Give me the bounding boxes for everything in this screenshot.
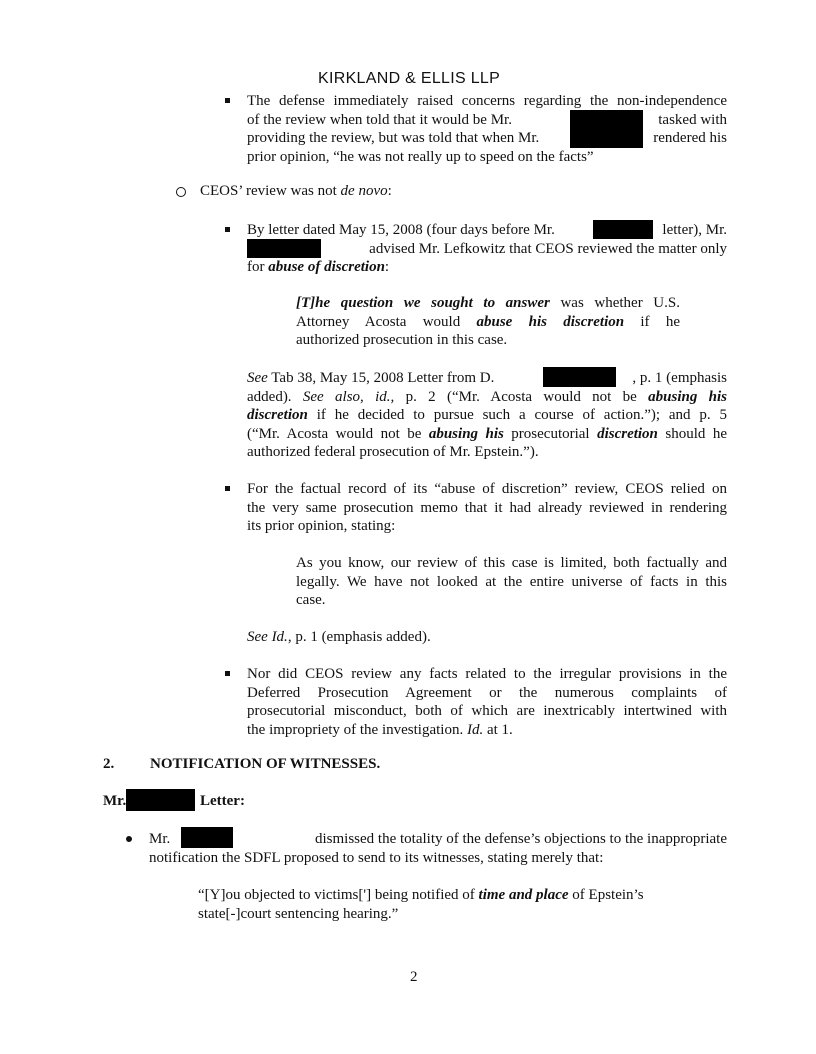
text-span: time and place (478, 887, 569, 903)
text-span: of Epstein’s (568, 887, 644, 903)
text-span: if he (624, 313, 680, 330)
text-span: “[Y]ou objected to victims['] being notified of (198, 887, 479, 903)
text-line: For the factual record of its “abuse of discretion” review, CEOS relied on (247, 481, 727, 497)
text-span: , p. 1 (emphasis (632, 370, 727, 386)
letter-heading-prefix: Mr. (103, 793, 127, 809)
bullet-paragraph-3 (247, 480, 727, 536)
text-span: abusing his (648, 388, 728, 405)
text-span: abusing his (428, 425, 504, 442)
redaction-block (247, 239, 321, 258)
text-span: of the review when told that it would be Mr. (247, 111, 512, 128)
text-span: Mr. (149, 831, 171, 847)
text-span: , p. 1 (emphasis added). (287, 629, 431, 645)
text-line: authorized prosecution in this case. (296, 332, 508, 349)
square-bullet-icon (225, 671, 230, 676)
hollow-circle-bullet-icon (176, 187, 186, 197)
text-span: : (387, 183, 392, 199)
square-bullet-icon (225, 227, 230, 232)
text-span: Attorney Acosta would (296, 313, 477, 330)
text-line (247, 425, 727, 444)
text-span: discretion (597, 425, 658, 442)
text-line: Nor did CEOS review any facts related to the irregular provisions in the (247, 666, 727, 682)
text-span: de novo (340, 183, 388, 199)
redaction-block (181, 827, 233, 848)
text-span: for (247, 259, 269, 276)
text-span: advised Mr. Lefkowitz that CEOS reviewed the matter only (369, 240, 727, 257)
text-line (247, 258, 727, 277)
square-bullet-icon (225, 98, 230, 103)
text-line (198, 886, 698, 905)
letter-heading-suffix: Letter: (200, 793, 245, 809)
text-span: CEOS’ review was not (200, 183, 341, 199)
text-line: legally. We have not looked at the entire universe of facts in this (296, 573, 727, 590)
block-quote-3 (198, 886, 698, 923)
text-line: state[-]court sentencing hearing.” (198, 905, 399, 922)
text-span: , (360, 388, 376, 405)
text-span: p. 2 (“Mr. Acosta would not be (394, 388, 649, 405)
citation-paragraph-1 (247, 369, 727, 462)
text-line: As you know, our review of this case is limited, both factually and (296, 555, 727, 571)
redaction-block (126, 789, 195, 811)
text-line (247, 111, 727, 130)
text-line (149, 830, 727, 849)
bullet-paragraph-4 (247, 665, 727, 739)
text-line: prosecutorial misconduct, both of which are inextricably intertwined with (247, 703, 727, 720)
text-line: the very same prosecution memo that it had already reviewed in rendering (247, 499, 727, 516)
section-title: NOTIFICATION OF WITNESSES. (150, 756, 381, 772)
ceos-heading (200, 182, 392, 201)
text-span: Id. (466, 721, 484, 738)
square-bullet-icon (225, 486, 230, 491)
text-span: if he decided to pursue such a course of action.”); and p. 5 (307, 407, 727, 424)
citation-paragraph-2 (247, 628, 431, 647)
text-span: [T]he question we sought to answer (296, 295, 550, 311)
text-span: abuse of discretion (268, 259, 385, 276)
block-quote-1 (296, 294, 680, 350)
text-line: The defense immediately raised concerns regarding the non-independence (247, 93, 727, 109)
text-span: See (247, 370, 268, 386)
text-span: id., (375, 388, 395, 405)
text-line: notification the SDFL proposed to send to its witnesses, stating merely that: (149, 849, 604, 866)
round-bullet-icon (126, 836, 132, 842)
text-span: letter), Mr. (662, 222, 727, 238)
text-span: By letter dated May 15, 2008 (four days before Mr. (247, 222, 555, 238)
text-span: See also (302, 388, 361, 405)
text-span: added). (247, 388, 303, 405)
text-span: tasked with (658, 111, 727, 128)
text-line (247, 369, 727, 388)
firm-letterhead: KIRKLAND & ELLIS LLP (318, 70, 501, 87)
bullet-paragraph-1 (247, 92, 727, 166)
section-number: 2. (103, 756, 115, 772)
text-line (247, 388, 727, 407)
text-span: providing the review, but was told that when Mr. (247, 130, 540, 147)
text-span: discretion (247, 407, 308, 424)
text-line: prior opinion, “he was not really up to speed on the facts” (247, 148, 594, 165)
page-number: 2 (410, 969, 418, 985)
text-line: Deferred Prosecution Agreement or the numerous complaints of (247, 684, 727, 701)
redaction-block (543, 367, 616, 387)
redaction-block (570, 110, 643, 148)
text-line: case. (296, 592, 326, 609)
text-line (247, 406, 727, 425)
text-span: : (384, 259, 390, 276)
text-span: abuse his discretion (476, 313, 625, 330)
text-line (296, 294, 680, 313)
text-span: dismissed the totality of the defense’s objections to the inappropriate (315, 831, 727, 847)
text-line (247, 721, 727, 740)
block-quote-2 (296, 554, 727, 610)
text-span: at 1. (483, 721, 513, 738)
text-span: prosecutorial (503, 425, 598, 442)
text-line: authorized federal prosecution of Mr. Epstein.”). (247, 444, 539, 461)
text-span: the impropriety of the investigation. (247, 721, 467, 738)
text-line: its prior opinion, stating: (247, 518, 396, 535)
bullet-paragraph-5 (149, 830, 727, 867)
text-line (247, 221, 727, 240)
redaction-block (593, 220, 653, 239)
text-span: Tab 38, May 15, 2008 Letter from D. (267, 370, 495, 386)
text-span: See Id. (247, 629, 288, 645)
text-span: rendered his (653, 130, 727, 147)
text-line (247, 129, 727, 148)
text-line (296, 313, 680, 332)
text-span: should he (657, 425, 727, 442)
text-span: was whether U.S. (549, 295, 680, 311)
text-span: (“Mr. Acosta would not be (247, 425, 429, 442)
